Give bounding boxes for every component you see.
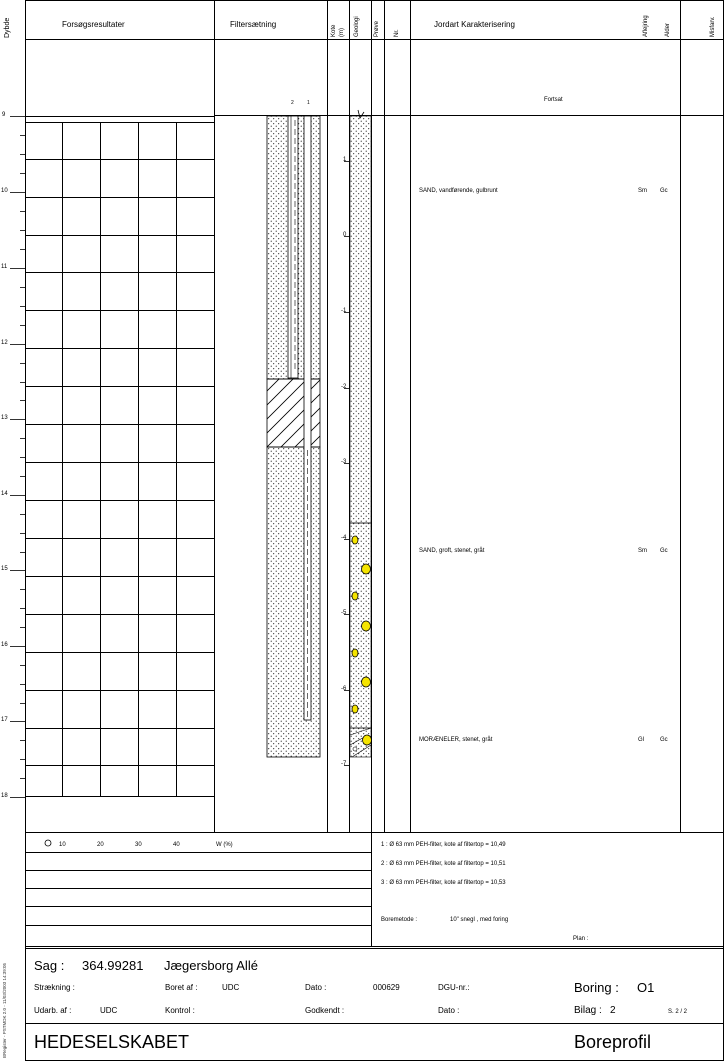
- layer-deposit: Sm: [638, 188, 647, 194]
- elevation-label: -1: [341, 308, 347, 314]
- filter-note: 1 : Ø 63 mm PEH-filter, kote af filtertop = 10,49: [381, 842, 506, 848]
- filter-well-diagram: [267, 116, 320, 757]
- register-side-text: BRegister - PSTMDK 2.0 - 11/03/2003 14:39:05: [2, 963, 7, 1058]
- col-elev-unit: (m): [339, 28, 345, 37]
- col-no-label: Nr.: [394, 29, 400, 37]
- col-soil-label: Jordart Karakterisering: [434, 20, 515, 29]
- bilag-value: 2: [610, 1005, 616, 1016]
- elevation-label: -5: [341, 610, 347, 616]
- layer-description: SAND, vandførende, gulbrunt: [419, 188, 498, 194]
- layer-deposit: Sm: [638, 548, 647, 554]
- layer-age: Gc: [660, 737, 668, 743]
- depth-label: 15: [1, 566, 8, 572]
- filter-number-1: 1: [307, 100, 310, 106]
- layer-description: MORÆNELER, stenet, gråt: [419, 737, 493, 743]
- elevation-label: -3: [341, 459, 347, 465]
- dgu-label: DGU-nr.:: [438, 983, 470, 992]
- boret-label: Boret af :: [165, 983, 198, 992]
- udarb-value: UDC: [100, 1006, 118, 1015]
- col-age-label: Alder: [665, 22, 671, 37]
- dato-value: 000629: [373, 983, 400, 992]
- layer-age: Gc: [660, 548, 668, 554]
- company-name: HEDESELSKABET: [34, 1032, 190, 1052]
- scale-unit: W (%): [216, 842, 233, 848]
- col-deposit-label: Aflejring: [643, 15, 649, 37]
- document-title: Boreprofil: [574, 1032, 652, 1052]
- continued-label: Fortsat: [544, 97, 563, 103]
- depth-label: 17: [1, 717, 8, 723]
- col-elev-label: Kote: [331, 24, 337, 37]
- depth-label: 14: [1, 491, 8, 497]
- elevation-label: -2: [341, 384, 347, 390]
- col-filter-label: Filtersætning: [230, 20, 277, 29]
- scale-tick: 20: [97, 842, 104, 848]
- layer-deposit: Gl: [638, 737, 644, 743]
- udarb-label: Udarb. af :: [34, 1006, 72, 1015]
- dato2-label: Dato :: [438, 1006, 460, 1015]
- depth-label: 9: [2, 112, 6, 118]
- godkendt-label: Godkendt :: [305, 1006, 345, 1015]
- scale-tick: 40: [173, 842, 180, 848]
- depth-label: 12: [1, 340, 8, 346]
- boring-label: Boring :: [574, 980, 619, 995]
- elevation-label: -7: [341, 761, 347, 767]
- col-note-label: Misfarv.: [710, 16, 716, 37]
- filter-note: 2 : Ø 63 mm PEH-filter, kote af filtertop = 10,51: [381, 861, 506, 867]
- sag-name: Jægersborg Allé: [164, 958, 258, 973]
- col-tests-label: Forsøgsresultater: [62, 20, 125, 29]
- col-geology-label: Geologi: [354, 16, 360, 37]
- plan-label: Plan :: [573, 936, 589, 942]
- kontrol-label: Kontrol :: [165, 1006, 195, 1015]
- filter-number-2: 2: [291, 100, 294, 106]
- scale-tick: 30: [135, 842, 142, 848]
- col-depth-label: Dybde: [4, 17, 11, 38]
- elevation-label: 1: [343, 157, 347, 163]
- straekning-label: Strækning :: [34, 983, 75, 992]
- geology-column: [350, 110, 372, 757]
- boring-value: O1: [637, 980, 655, 995]
- depth-label: 11: [1, 264, 8, 270]
- elevation-label: -6: [341, 686, 347, 692]
- bilag-label: Bilag :: [574, 1005, 602, 1016]
- layer-age: Gc: [660, 188, 668, 194]
- scale-tick: 10: [59, 842, 66, 848]
- filter-note: 3 : Ø 63 mm PEH-filter, kote af filtertop = 10,53: [381, 880, 506, 886]
- sag-label: Sag :: [34, 958, 65, 973]
- layer-description: SAND, groft, stenet, gråt: [419, 548, 485, 554]
- depth-label: 10: [1, 188, 8, 194]
- elevation-label: 0: [343, 232, 347, 238]
- depth-label: 13: [1, 415, 8, 421]
- water-content-marker: [45, 840, 51, 846]
- method-value: 10" snegl , med foring: [450, 917, 509, 923]
- col-sample-label: Prøve: [374, 20, 380, 37]
- sag-number: 364.99281: [82, 958, 144, 973]
- depth-label: 16: [1, 642, 8, 648]
- dato-label: Dato :: [305, 983, 327, 992]
- boret-value: UDC: [222, 983, 240, 992]
- page-number: S. 2 / 2: [668, 1009, 688, 1015]
- elevation-label: -4: [341, 535, 347, 541]
- method-label: Boremetode :: [381, 917, 418, 923]
- depth-label: 18: [1, 793, 8, 799]
